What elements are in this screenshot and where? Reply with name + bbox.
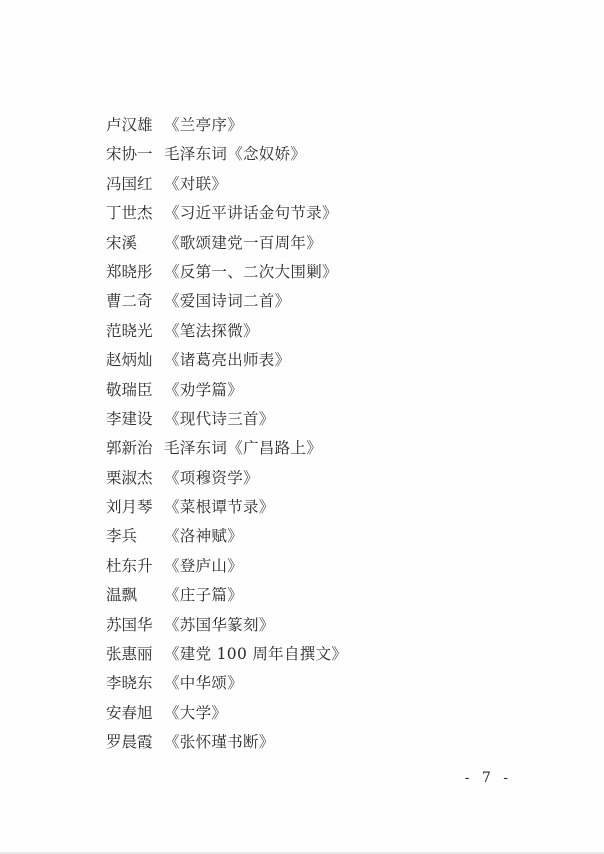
author-name: 曹二奇 [106, 292, 153, 311]
author-name: 宋溪 [106, 233, 138, 252]
author-name: 郑晓彤 [106, 262, 153, 281]
work-title: 《歌颂建党一百周年》 [164, 233, 323, 252]
list-item [106, 140, 526, 169]
author-name: 苏国华 [106, 615, 153, 634]
list-item [106, 258, 526, 287]
author-name: 杜东升 [106, 556, 153, 575]
work-title: 《习近平讲话金句节录》 [164, 204, 338, 223]
work-title: 《苏国华篆刻》 [164, 615, 275, 634]
author-name: 丁世杰 [106, 204, 153, 223]
author-name: 罗晨霞 [106, 733, 153, 752]
author-name: 栗淑杰 [106, 468, 153, 487]
work-title: 《劝学篇》 [164, 380, 244, 399]
list-item [106, 611, 526, 640]
list-item [106, 111, 526, 140]
page-number: - 7 - [464, 770, 512, 786]
author-name: 李建设 [106, 409, 153, 428]
author-name: 安春旭 [106, 703, 153, 722]
work-title: 《建党 100 周年自撰文》 [164, 645, 348, 664]
list-item [106, 434, 526, 463]
work-title: 《张怀瑾书断》 [164, 733, 275, 752]
work-title: 《庄子篇》 [164, 586, 244, 605]
work-title: 《诸葛亮出师表》 [164, 351, 291, 370]
work-title: 《登庐山》 [164, 556, 244, 575]
author-name: 刘月琴 [106, 498, 153, 517]
list-item [106, 552, 526, 581]
author-name: 冯国红 [106, 174, 153, 193]
work-title: 《对联》 [164, 174, 228, 193]
author-name: 郭新治 [106, 439, 153, 458]
list-item [106, 728, 526, 757]
list-item [106, 405, 526, 434]
author-name: 李晓东 [106, 674, 153, 693]
work-title: 《现代诗三首》 [164, 409, 275, 428]
work-title: 《大学》 [164, 703, 228, 722]
work-title: 《兰亭序》 [164, 116, 244, 134]
author-name: 卢汉雄 [106, 116, 153, 134]
list-item [106, 287, 526, 316]
author-name: 张惠丽 [106, 645, 153, 664]
work-title: 《笔法探微》 [164, 321, 259, 340]
list-item [106, 669, 526, 698]
work-title: 《爱国诗词二首》 [164, 292, 291, 311]
list-item [106, 317, 526, 346]
author-name: 李兵 [106, 527, 138, 546]
list-item [106, 493, 526, 522]
work-title: 《反第一、二次大围剿》 [164, 262, 338, 281]
work-title: 毛泽东词《广昌路上》 [164, 439, 323, 458]
list-item [106, 581, 526, 610]
author-name: 敬瑞臣 [106, 380, 153, 399]
work-title: 《中华颂》 [164, 674, 244, 693]
author-name: 赵炳灿 [106, 351, 153, 370]
list-item [106, 229, 526, 258]
entry-list [106, 111, 526, 758]
author-name: 范晓光 [106, 321, 153, 340]
work-title: 《菜根谭节录》 [164, 498, 275, 517]
work-title: 毛泽东词《念奴娇》 [164, 145, 307, 164]
list-item [106, 464, 526, 493]
author-name: 宋协一 [106, 145, 153, 164]
list-item [106, 346, 526, 375]
list-item [106, 699, 526, 728]
author-name: 温飘 [106, 586, 138, 605]
list-item [106, 640, 526, 669]
list-item [106, 376, 526, 405]
work-title: 《洛神赋》 [164, 527, 244, 546]
list-item [106, 170, 526, 199]
work-title: 《项穆资学》 [164, 468, 259, 487]
list-item [106, 199, 526, 228]
list-item [106, 522, 526, 551]
